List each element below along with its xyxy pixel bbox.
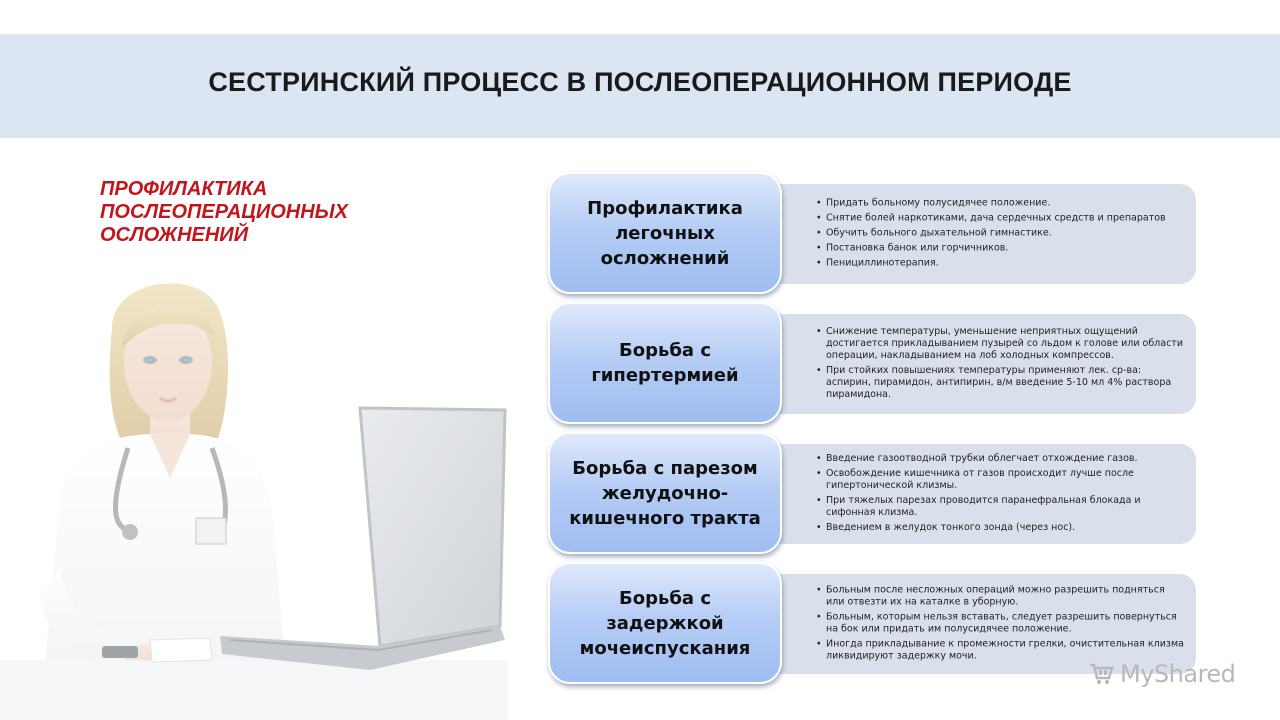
nurse-at-laptop-photo xyxy=(0,268,508,720)
list-item: • Пенициллинотерапия. xyxy=(816,258,1184,270)
measure-row-paresis xyxy=(548,432,1198,560)
list-item: • Придать больному полусидячее положение. xyxy=(816,198,1184,210)
measure-list xyxy=(734,583,1196,666)
measure-list xyxy=(734,196,1196,273)
measure-card-label: Борьба с задержкой мочеиспускания xyxy=(579,587,751,659)
list-item: • Постановка банок или горчичников. xyxy=(816,243,1184,255)
measure-details-panel xyxy=(734,444,1196,544)
list-item: • Освобождение кишечника от газов происходит лучше после гипертонической клизмы. xyxy=(816,468,1184,492)
measure-details-panel xyxy=(734,314,1196,414)
watermark-text: MyShared xyxy=(1120,660,1236,688)
measure-row-hyperthermia xyxy=(548,302,1198,430)
measure-row-pulmonary xyxy=(548,172,1198,300)
measure-details-panel xyxy=(734,574,1196,674)
list-item: • Обучить больного дыхательной гимнастике. xyxy=(816,228,1184,240)
measure-list xyxy=(734,451,1196,537)
list-item: • При стойких повышениях температуры применяют лек. ср-ва: аспирин, пирамидон, антипирин, в/м введение 5-10 мл 4% раствора пирамидона. xyxy=(816,365,1184,401)
list-item: • Введение газоотводной трубки облегчает отхождение газов. xyxy=(816,453,1184,465)
cart-logo-icon xyxy=(1088,662,1114,686)
measure-card xyxy=(548,302,782,424)
list-item: • Снятие болей наркотиками, дача сердечных средств и препаратов xyxy=(816,213,1184,225)
measure-details-panel xyxy=(734,184,1196,284)
page-title: СЕСТРИНСКИЙ ПРОЦЕСС В ПОСЛЕОПЕРАЦИОННОМ ПЕРИОДЕ xyxy=(208,67,1072,97)
list-item: • Больным после несложных операций можно разрешить подняться или отвезти их на каталке в уборную. xyxy=(816,585,1184,609)
watermark xyxy=(1088,660,1235,688)
list-item: • Иногда прикладывание к промежности грелки, очистительная клизма ликвидируют задержку мочи. xyxy=(816,639,1184,663)
section-subtitle: ПРОФИЛАКТИКА ПОСЛЕОПЕРАЦИОННЫХ ОСЛОЖНЕНИЙ xyxy=(100,178,349,246)
measure-card xyxy=(548,432,782,554)
list-item: • Снижение температуры, уменьшение неприятных ощущений достигается прикладыванием пузырей со льдом к голове или области операции, накладыванием на лоб холодных компрессов. xyxy=(816,326,1184,362)
list-item: • Больным, которым нельзя вставать, следует разрешить повернуться на бок или придать им полусидячее положение. xyxy=(816,612,1184,636)
measure-card-label: Борьба с парезом желудочно- кишечного тракта xyxy=(569,457,761,529)
measure-list xyxy=(734,324,1196,404)
measure-card xyxy=(548,172,782,294)
measure-card-label: Профилактика легочных осложнений xyxy=(587,197,743,269)
measure-card-label: Борьба с гипертермией xyxy=(591,340,739,386)
list-item: • При тяжелых парезах проводится паранефральная блокада и сифонная клизма. xyxy=(816,495,1184,519)
measure-card xyxy=(548,562,782,684)
list-item: • Введением в желудок тонкого зонда (через нос). xyxy=(816,522,1184,534)
